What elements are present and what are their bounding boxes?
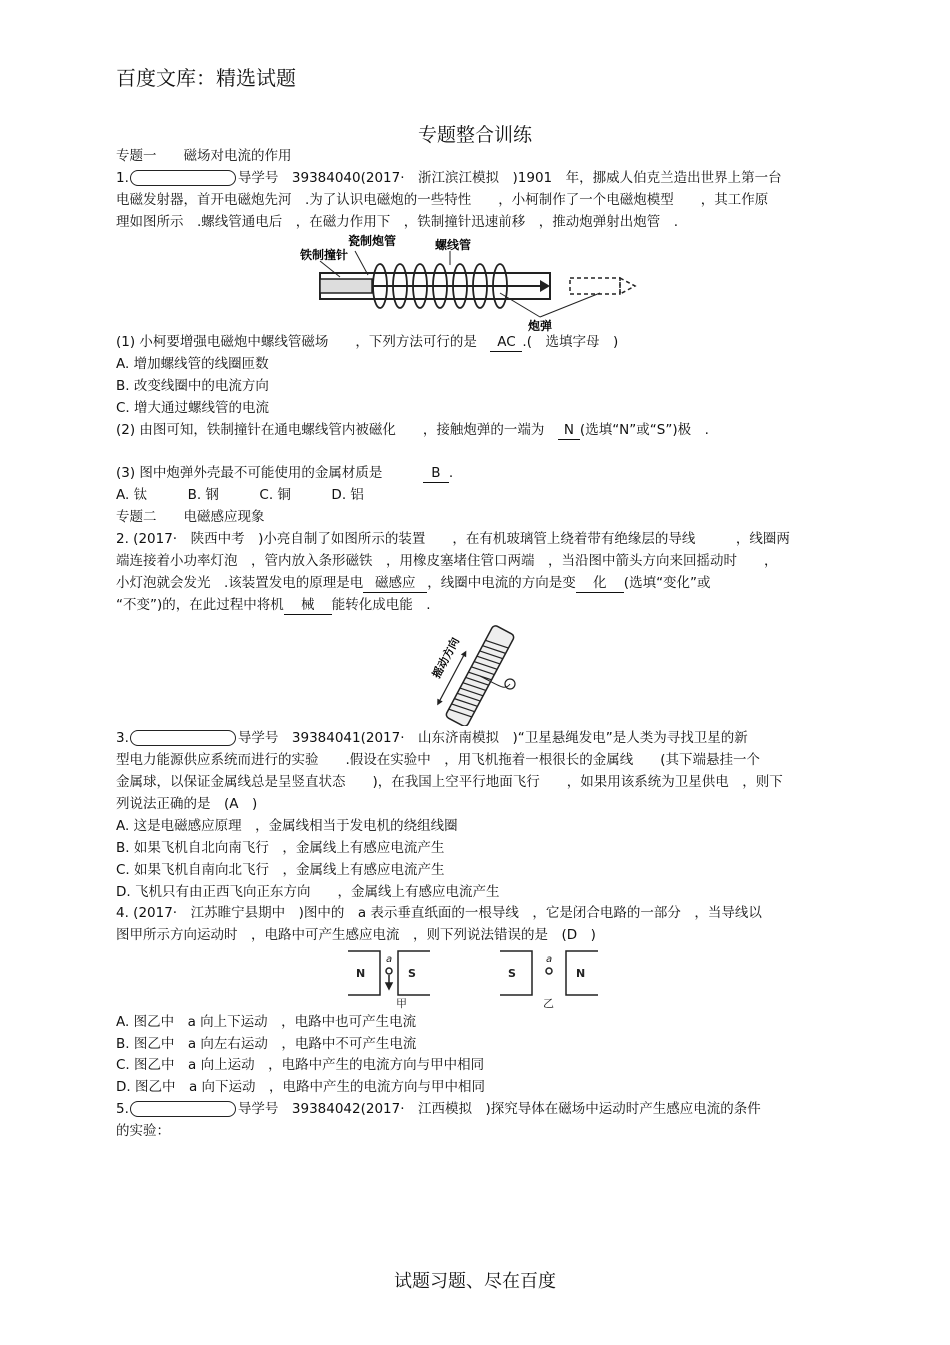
q1-option-a: A. 增加螺线管的线圈匝数 — [116, 356, 269, 372]
pole-n-right: N — [576, 967, 586, 980]
q3-line4: 列说法正确的是 (A ) — [116, 796, 258, 812]
wire-a-left — [386, 968, 392, 974]
q1-sub3-text: (3) 图中炮弹外壳最不可能使用的金属材质是 — [116, 465, 423, 481]
q2-line3-text: 小灯泡就会发光 .该装置发电的原理是电 — [116, 575, 364, 591]
magnet-figure — [340, 945, 600, 1011]
q2-line4 — [116, 596, 431, 615]
q4-line1: 4. (2017· 江苏睢宁县期中 )图中的 a 表示垂直纸面的一根导线 ，它是闭合电路的一部分 ，当导线以 — [116, 905, 762, 921]
fig-label-solenoid: 螺线管 — [435, 238, 472, 252]
q1-line2: 电磁发射器，首开电磁炮先河 .为了认识电磁炮的一些特性 ，小柯制作了一个电磁炮模型 ，其工作原 — [116, 192, 769, 208]
page-title: 专题整合训练 — [417, 124, 532, 146]
topic1-heading: 专题一 磁场对电流的作用 — [116, 148, 292, 164]
q1-sub1-answer: AC — [490, 333, 522, 352]
q1-option-c: C. 增大通过螺线管的电流 — [116, 400, 270, 416]
label-a-right: a — [546, 954, 553, 965]
q2-answer3: 械 — [284, 596, 332, 615]
label-jia: 甲 — [396, 997, 407, 1010]
q3-option-c: C. 如果飞机自南向北飞行 ，金属线上有感应电流产生 — [116, 862, 445, 878]
topic2-heading: 专题二 电磁感应现象 — [116, 509, 265, 525]
wire-a-right — [546, 968, 552, 974]
fig-label-barrel: 瓷制炮管 — [348, 234, 397, 248]
q1-sub1-text: (1) 小柯要增强电磁炮中螺线管磁场 ，下列方法可行的是 — [116, 334, 491, 350]
q1-line3: 理如图所示 .螺线管通电后 ，在磁力作用下 ，铁制撞针迅速前移 ，推动炮弹射出炮管 . — [116, 214, 679, 230]
q2-line2: 端连接着小功率灯泡 ，管内放入条形磁铁 ，用橡皮塞堵住管口两端 ，当沿图中箭头方向来回摇动时 ， — [116, 553, 778, 569]
railgun-figure — [300, 233, 650, 333]
magnet-s-right — [500, 951, 532, 995]
label-yi: 乙 — [543, 997, 554, 1010]
q4-option-c: C. 图乙中 a 向上运动 ，电路中产生的电流方向与甲中相同 — [116, 1057, 485, 1073]
q1-number: 1. — [116, 170, 129, 186]
fig-label-shake-direction: 摇动方向 — [429, 635, 463, 681]
q2-line3-text2: ，线圈中电流的方向是变 — [427, 575, 576, 591]
document-footer: 试题习题、尽在百度 — [394, 1271, 556, 1292]
q2-line3 — [116, 574, 711, 593]
q3-line3: 金属球，以保证金属线总是呈竖直状态 )，在我国上空平行地面飞行 ，如果用该系统为卫星供电 ，则下 — [116, 774, 783, 790]
q2-line4-text2: 能转化成电能 . — [331, 597, 431, 613]
q3-line1 — [116, 729, 748, 747]
q1-sub2 — [116, 421, 709, 440]
q1-sub3-suffix: . — [448, 465, 454, 481]
q2-line4-text: “不变”)的，在此过程中将机 — [116, 597, 284, 613]
q3-option-a: A. 这是电磁感应原理 ，金属线相当于发电机的绕组线圈 — [116, 818, 458, 834]
q1-sub3-answer: B — [423, 464, 449, 483]
pole-n-left: N — [356, 967, 366, 980]
q1-sub2-suffix: (选填“N”或“S”)极 . — [579, 422, 709, 438]
q2-line1: 2. (2017· 陕西中考 )小亮自制了如图所示的装置 ，在有机玻璃管上绕着带有绝缘层的导线 ，线圈两 — [116, 531, 790, 547]
q5-text1: 导学号 39384042(2017· 江西模拟 )探究导体在磁场中运动时产生感应电流的条件 — [237, 1101, 761, 1117]
q1-sub1 — [116, 333, 618, 352]
q2-answer2: 化 — [576, 574, 624, 593]
q4-option-d: D. 图乙中 a 向下运动 ，电路中产生的电流方向与甲中相同 — [116, 1079, 486, 1095]
striker-shape — [320, 279, 372, 293]
label-a-left: a — [386, 954, 393, 965]
q3-text1: 导学号 39384041(2017· 山东济南模拟 )“卫星悬绳发电”是人类为寻找卫星的新 — [237, 730, 748, 746]
document-header: 百度文库：精选试题 — [116, 66, 296, 90]
q4-line2: 图甲所示方向运动时 ，电路中可产生感应电流 ，则下列说法错误的是 (D ) — [116, 927, 596, 943]
guide-code-box[interactable] — [130, 730, 236, 746]
shaking-tube-figure — [420, 616, 530, 726]
q1-line1 — [116, 169, 782, 187]
pole-s-left: S — [408, 967, 416, 980]
q2-line3-text3: (选填“变化”或 — [623, 575, 711, 591]
guide-code-box[interactable] — [130, 170, 236, 186]
q3-line2: 型电力能源供应系统而进行的实验 .假设在实验中 ，用飞机拖着一根很长的金属线 (其下端悬挂一个 — [116, 752, 761, 768]
q5-line1 — [116, 1100, 761, 1118]
fig-label-striker: 铁制撞针 — [300, 248, 349, 262]
fig-label-projectile: 炮弹 — [528, 319, 553, 333]
q2-answer1: 磁感应 — [363, 574, 427, 593]
q5-line2: 的实验： — [116, 1123, 170, 1139]
q4-option-b: B. 图乙中 a 向左右运动 ，电路中不可产生电流 — [116, 1036, 417, 1052]
q3-option-b: B. 如果飞机自北向南飞行 ，金属线上有感应电流产生 — [116, 840, 445, 856]
guide-code-box[interactable] — [130, 1101, 236, 1117]
q1-sub2-answer: N — [558, 421, 580, 440]
q4-option-a: A. 图乙中 a 向上下运动 ，电路中也可产生电流 — [116, 1014, 417, 1030]
q3-number: 3. — [116, 730, 129, 746]
q3-option-d: D. 飞机只有由正西飞向正东方向 ，金属线上有感应电流产生 — [116, 884, 500, 900]
q1-sub3-options: A. 钛 B. 钢 C. 铜 D. 铝 — [116, 487, 364, 503]
pole-s-right: S — [508, 967, 516, 980]
q5-number: 5. — [116, 1101, 129, 1117]
q1-sub1-suffix: .( 选填字母 ) — [522, 334, 619, 350]
q1-text1: 导学号 39384040(2017· 浙江滨江模拟 )1901 年，挪威人伯克兰造出世界上第一台 — [237, 170, 782, 186]
q1-option-b: B. 改变线圈中的电流方向 — [116, 378, 269, 394]
q1-sub3 — [116, 464, 453, 483]
projectile-shape — [570, 278, 620, 294]
q1-sub2-text: (2) 由图可知，铁制撞针在通电螺线管内被磁化 ，接触炮弹的一端为 — [116, 422, 558, 438]
